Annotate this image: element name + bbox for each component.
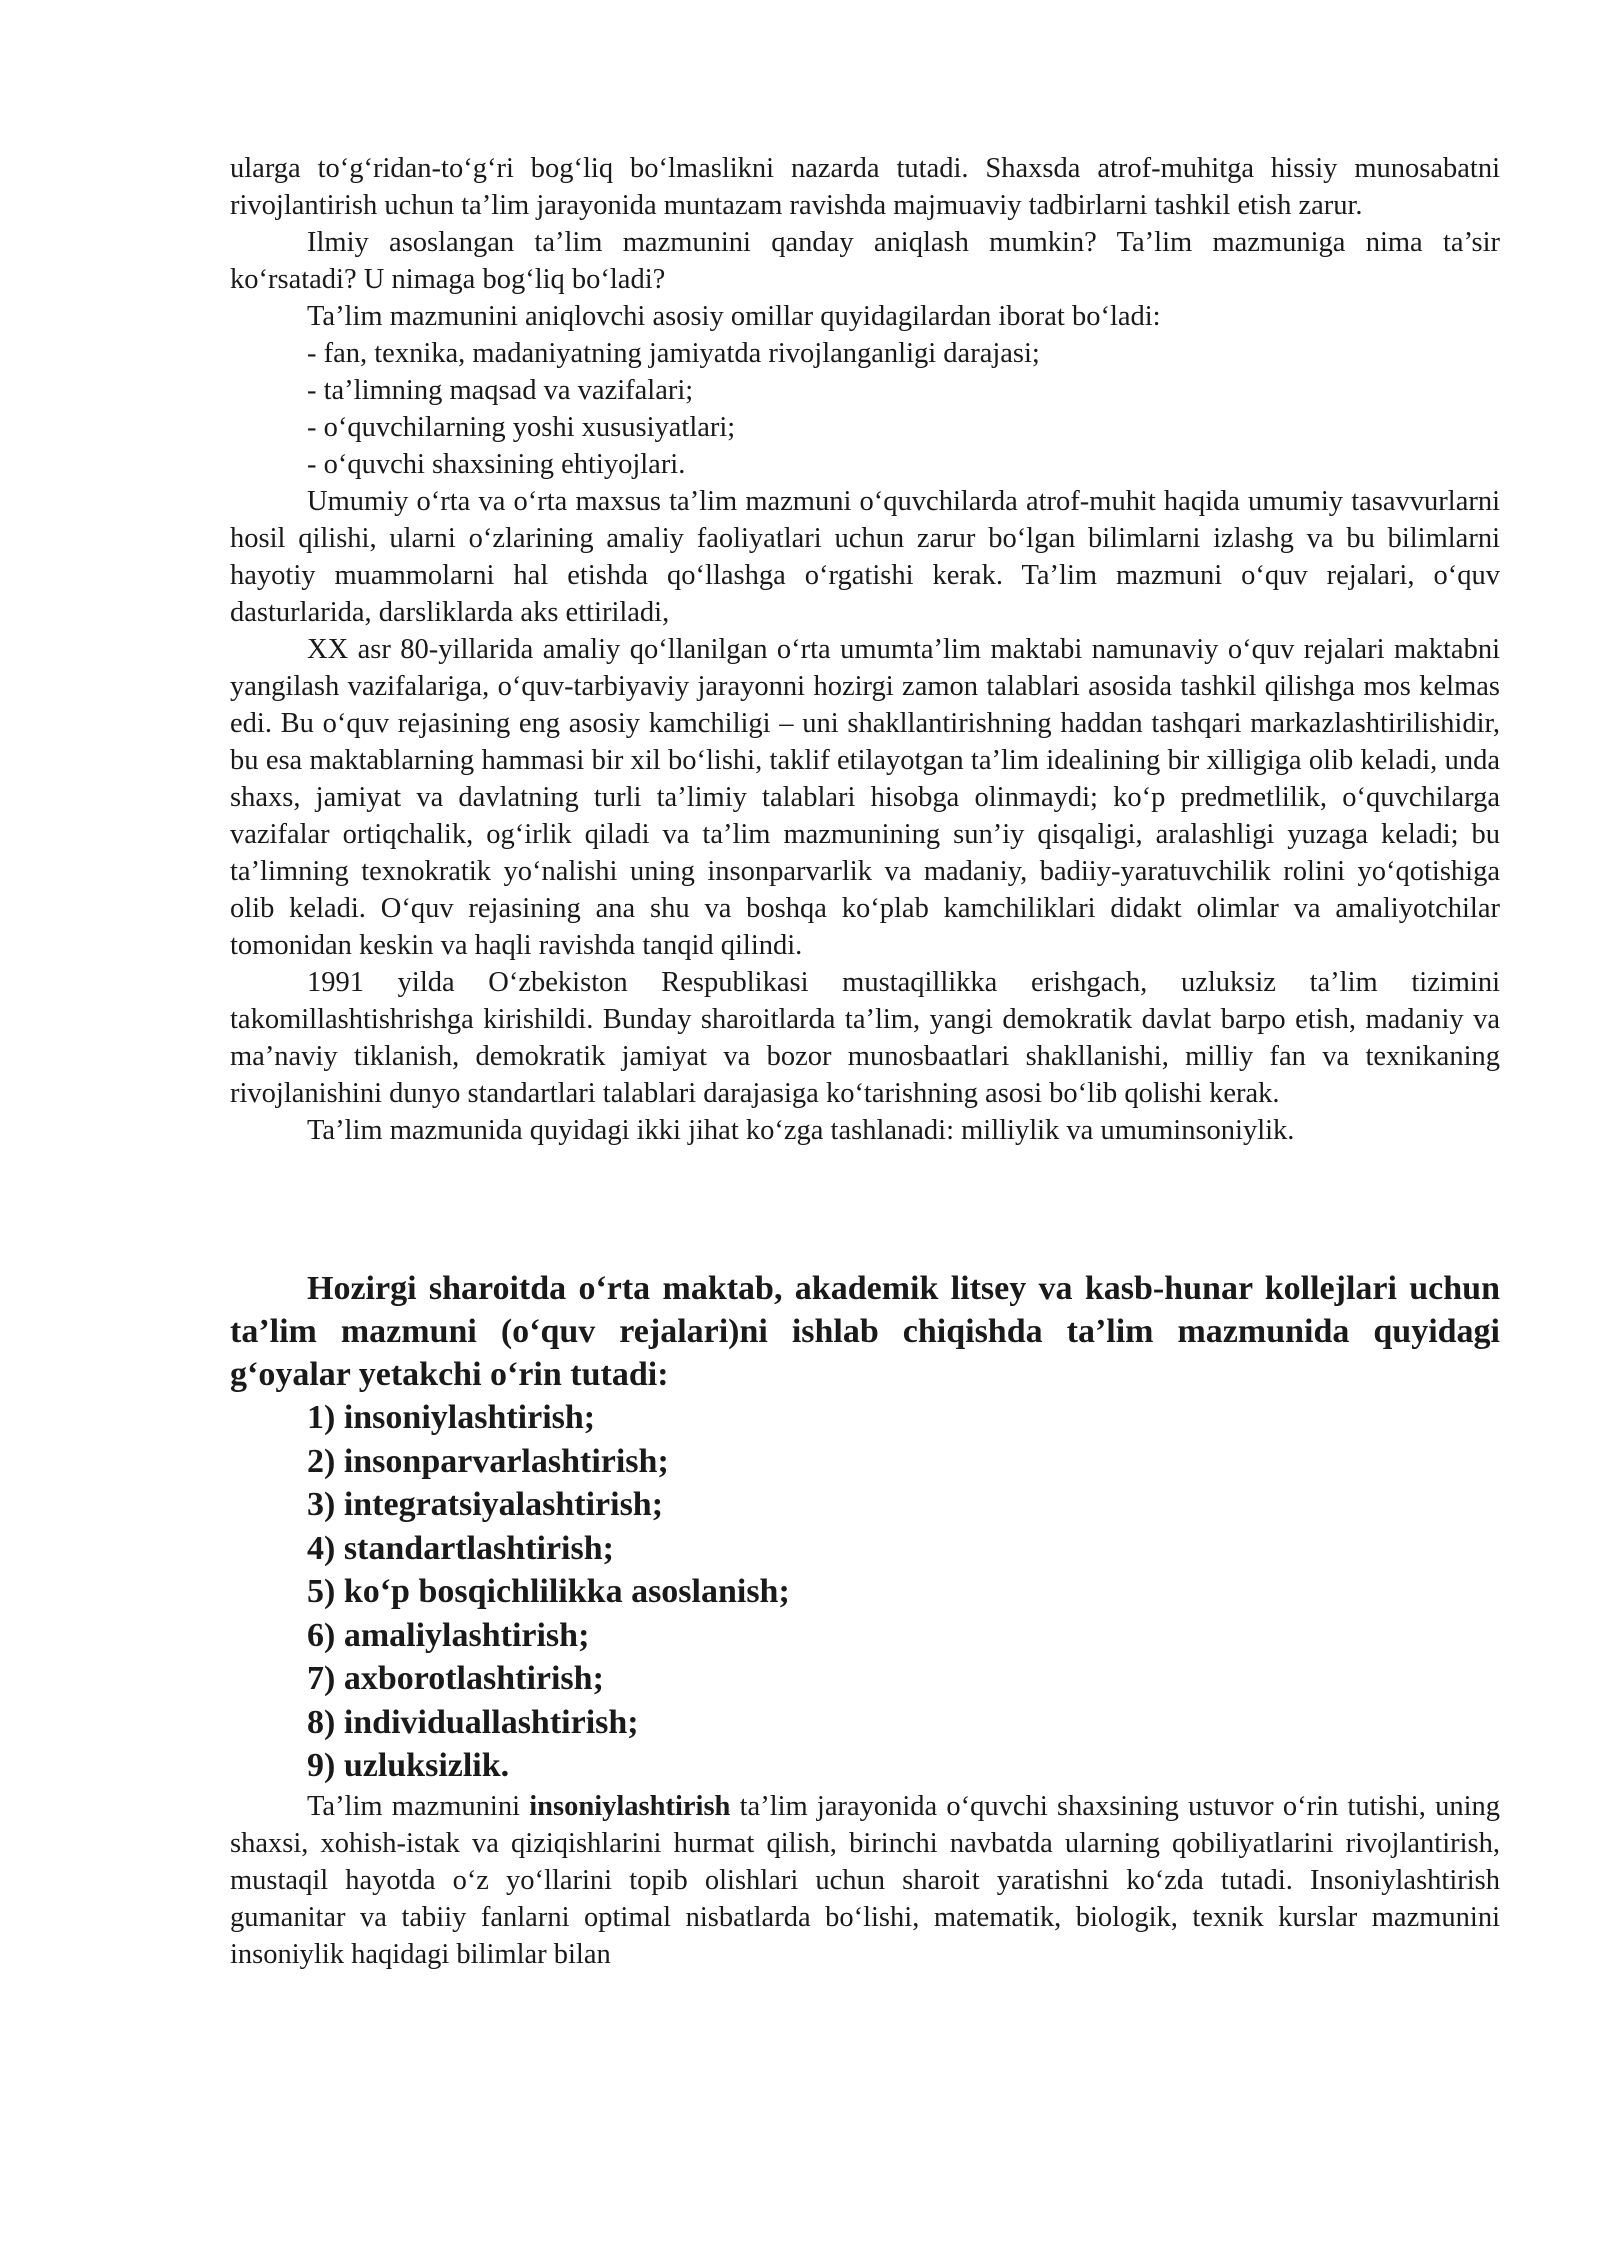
paragraph-curriculum-critique: XX asr 80-yillarida amaliy qo‘llanilgan o‘rta umumta’lim maktabi namunaviy o‘quv rejalari maktabni yangilash vazifalariga, o‘quv-tarbiyaviy jarayonni hozirgi zamon talablari asosida tashkil qilishga mos kelmas edi. Bu o‘quv rejasining eng asosiy kamchiligi – uni shakllantirishning haddan tashqari markazlashtirilishidir, bu esa maktablarning hammasi bir xil bo‘lishi, taklif etilayotgan ta’lim idealining bir xilligiga olib keladi, unda shaxs, jamiyat va davlatning turli ta’limiy talablari hisobga olinmaydi; ko‘p predmetlilik, o‘quvchilarga vazifalar ortiqchalik, og‘irlik qiladi va ta’lim mazmunining sun’iy qisqaligi, aralashligi yuzaga keladi; bu ta’limning texnokratik yo‘nalishi uning insonparvarlik va madaniy, badiiy-yaratuvchilik rolini yo‘qotishiga olib keladi. O‘quv rejasining ana shu va boshqa ko‘plab kamchiliklari didakt olimlar va amaliyotchilar tomonidan keskin va haqli ravishda tanqid qilindi. <box>230 634 1500 961</box>
paragraph-humanization-rest: ta’lim jarayonida o‘quvchi shaxsining ustuvor o‘rin tutishi, uning shaxsi, xohish-istak va qiziqishlarini hurmat qilish, birinchi navbatda ularning qobiliyatlarini rivojlantirish, mustaqil hayotda o‘z yo‘llarini topib olishlari uchun sharoit yaratishni ko‘zda tutadi. Insoniylashtirish gumanitar va tabiiy fanlarni optimal nisbatlarda bo‘lishi, matematik, biologik, texnik kurslar mazmunini insoniylik haqidagi bilimlar bilan <box>230 1790 1500 1970</box>
term-humanization: insoniylashtirish <box>529 1790 731 1822</box>
factor-item: - o‘quvchi shaxsining ehtiyojlari. <box>307 449 686 480</box>
paragraph-humanization-start: Ta’lim mazmunini <box>307 1790 530 1822</box>
paragraph-factors-intro: Ta’lim mazmunini aniqlovchi asosiy omillar quyidagilardan iborat bo‘ladi: <box>307 301 1161 332</box>
paragraph-question: Ilmiy asoslangan ta’lim mazmunini qanday aniqlash mumkin? Ta’lim mazmuniga nima ta’sir ko‘rsatadi? U nimaga bog‘liq bo‘ladi? <box>230 227 1500 295</box>
idea-item: 5) ko‘p bosqichlilikka asoslanish; <box>307 1573 790 1610</box>
paragraph-continuation: ularga to‘g‘ridan-to‘g‘ri bog‘liq bo‘lmaslikni nazarda tutadi. Shaxsda atrof-muhitga hissiy munosabatni rivojlantirish uchun ta’lim jarayonida muntazam ravishda majmuaviy tadbirlarni tashkil etish zarur. <box>230 153 1500 221</box>
paragraph-independence: 1991 yilda O‘zbekiston Respublikasi mustaqillikka erishgach, uzluksiz ta’lim tizimini takomillashtishrishga kirishildi. Bunday sharoitlarda ta’lim, yangi demokratik davlat barpo etish, madaniy va ma’naviy tiklanish, demokratik jamiyat va bozor munosbaatlari shakllanishi, milliy fan va texnikaning rivojlanishini dunyo standartlari talablari darajasiga ko‘tarishning asosi bo‘lib qolishi kerak. <box>230 967 1500 1109</box>
idea-item: 2) insonparvarlashtirish; <box>307 1442 669 1480</box>
idea-item: 7) axborotlashtirish; <box>307 1660 604 1697</box>
factor-item: - fan, texnika, madaniyatning jamiyatda rivojlanganligi darajasi; <box>307 338 1040 369</box>
paragraph-humanization <box>230 1788 1500 1973</box>
idea-item: 1) insoniylashtirish; <box>307 1399 596 1436</box>
section-heading: Hozirgi sharoitda o‘rta maktab, akademik litsey va kasb-hunar kollejlari uchun ta’lim mazmuni (o‘quv rejalari)ni ishlab chiqishda ta’lim mazmunida quyidagi g‘oyalar yetakchi o‘rin tutadi: <box>230 1270 1500 1393</box>
idea-item: 4) standartlashtirish; <box>307 1529 614 1567</box>
idea-item: 9) uzluksizlik. <box>307 1747 510 1784</box>
paragraph-two-aspects: Ta’lim mazmunida quyidagi ikki jihat ko‘zga tashlanadi: milliylik va umuminsoniylik. <box>307 1115 1295 1146</box>
factor-item: - o‘quvchilarning yoshi xususiyatlari; <box>307 412 736 443</box>
factor-item: - ta’limning maqsad va vazifalari; <box>307 375 694 406</box>
idea-item: 8) individuallashtirish; <box>307 1703 639 1741</box>
idea-item: 6) amaliylashtirish; <box>307 1616 590 1654</box>
paragraph-general-education: Umumiy o‘rta va o‘rta maxsus ta’lim mazmuni o‘quvchilarda atrof-muhit haqida umumiy tasavvurlarni hosil qilishi, ularni o‘zlarining amaliy faoliyatlari uchun zarur bo‘lgan bilimlarni izlashg va bu bilimlarni hayotiy muammolarni hal etishda qo‘llashga o‘rgatishi kerak. Ta’lim mazmuni o‘quv rejalari, o‘quv dasturlarida, darsliklarda aks ettiriladi, <box>230 486 1500 628</box>
idea-item: 3) integratsiyalashtirish; <box>307 1486 664 1523</box>
section-spacer <box>230 1149 1500 1267</box>
